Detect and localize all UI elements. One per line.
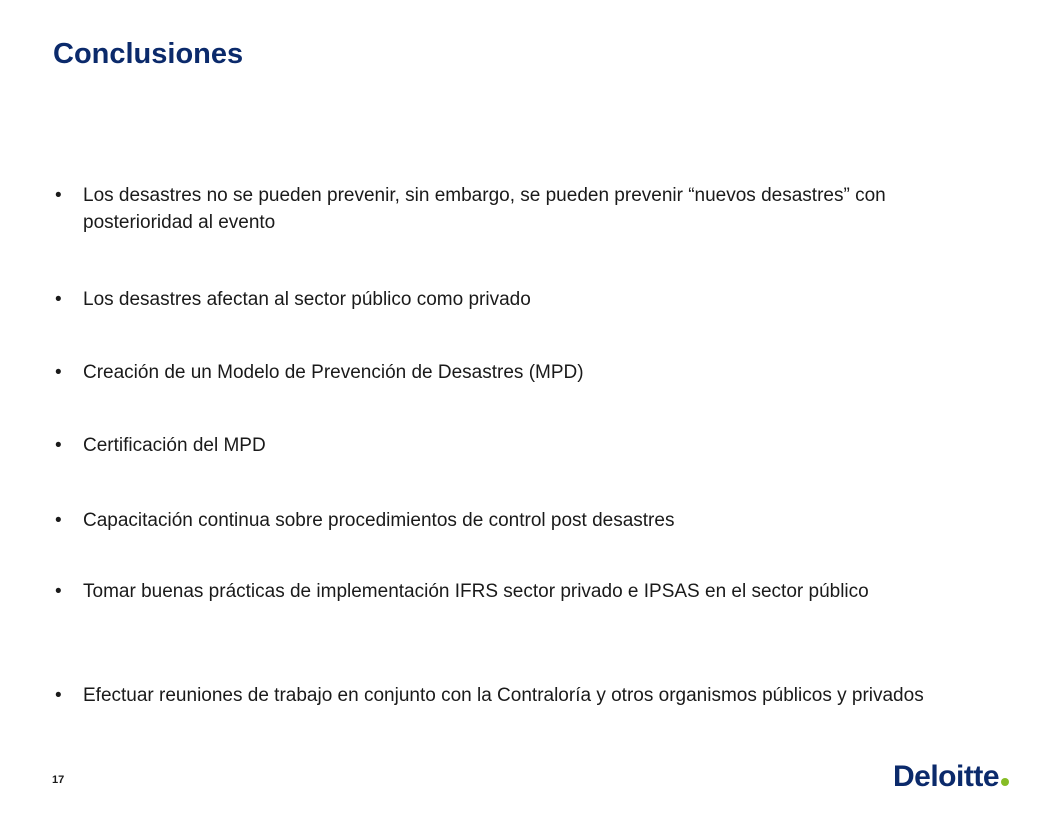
logo-text: Deloitte xyxy=(893,760,1000,793)
slide-title: Conclusiones xyxy=(53,38,244,70)
bullet-text: Tomar buenas prácticas de implementación IFRS sector privado e IPSAS en el sector público xyxy=(83,581,869,602)
bullet-text: Creación de un Modelo de Prevención de Desastres (MPD) xyxy=(83,362,584,383)
bullet-text: Efectuar reuniones de trabajo en conjunto con la Contraloría y otros organismos públicos y privados xyxy=(83,685,924,706)
bullet-item xyxy=(52,359,982,386)
bullet-text: Los desastres no se pueden prevenir, sin embargo, se pueden prevenir “nuevos desastres” con posterioridad al evento xyxy=(83,185,886,233)
page-number: 17 xyxy=(52,774,65,786)
bullet-item xyxy=(52,286,982,313)
bullet-item xyxy=(52,182,982,236)
bullet-item xyxy=(52,578,982,605)
bullet-marker: • xyxy=(55,510,62,531)
bullet-item xyxy=(52,432,982,459)
bullet-text: Capacitación continua sobre procedimientos de control post desastres xyxy=(83,510,675,531)
bullet-marker: • xyxy=(55,362,62,383)
bullet-marker: • xyxy=(55,435,62,456)
deloitte-logo xyxy=(893,760,1009,794)
bullet-marker: • xyxy=(55,289,62,310)
logo-dot-icon xyxy=(1001,778,1009,786)
bullet-item xyxy=(52,507,982,534)
bullet-marker: • xyxy=(55,185,62,206)
bullet-item xyxy=(52,682,982,709)
bullet-text: Los desastres afectan al sector público como privado xyxy=(83,289,531,310)
bullet-marker: • xyxy=(55,581,62,602)
bullet-marker: • xyxy=(55,685,62,706)
bullet-text: Certificación del MPD xyxy=(83,435,266,456)
